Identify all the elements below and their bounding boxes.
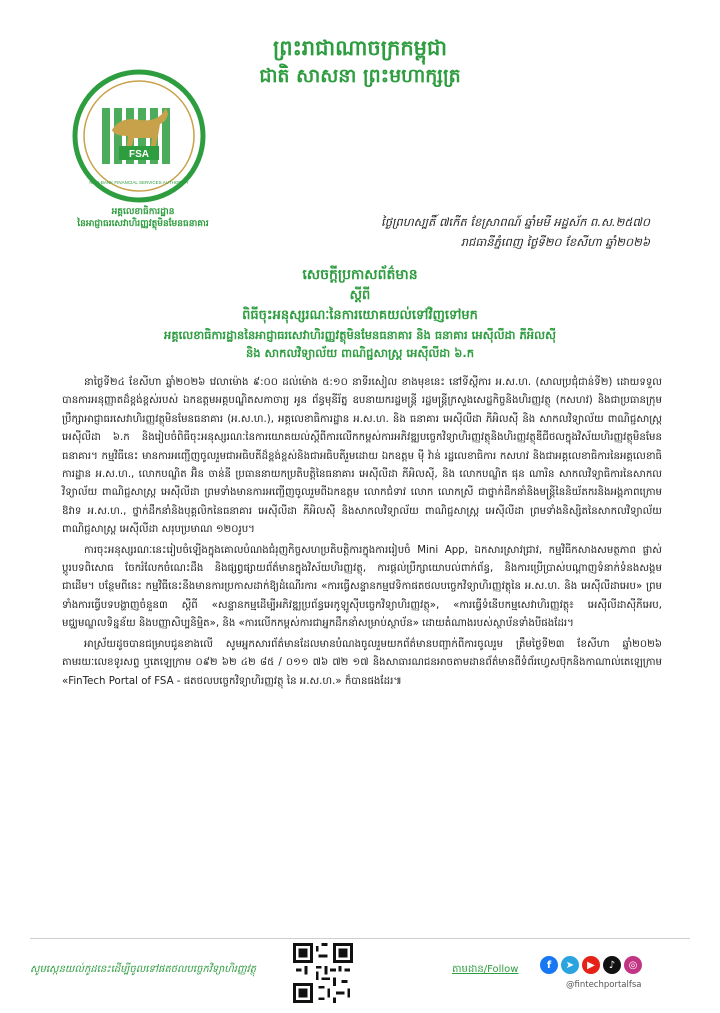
lunar-date: ថ្ងៃព្រហស្បតិ៍ ៧កើត ខែស្រាពណ៍ ឆ្នាំមមី អដ្ឋស័ក ព.ស.២៥៧០ [381,215,650,229]
qr-code[interactable] [293,943,353,1003]
qr-instruction: សូមស្កេនយល់កូដនេះដើម្បីចូលទៅផតថលបច្ចេកវិទ្យាហិរញ្ញវត្ថុ [30,964,257,975]
press-release-title [40,264,680,362]
paragraph-1: នាថ្ងៃទី២៤ ខែសីហា ឆ្នាំ២០២៦ វេលាម៉ោង ៩:០០ ដល់ម៉ោង ៥:១០ នាទីរសៀល ខាងមុខនេះ នៅទីស្តីការ អ.ស.ហ. (សាលប្រជុំជាន់ទី២) ដោយទទួលបានការអនុញ្ញាតដ៏ខ្ពង់ខ្ពស់របស់ ឯកឧត្តមអគ្គបណ្ឌិតសភាចារ្យ អូន ព័ន្ធមុនីរ័ត្ន ឧបនាយករដ្ឋមន្ត្រី រដ្ឋមន្ត្រីក្រសួងសេដ្ឋកិច្ចនិងហិរញ្ញវត្ថុ (កសហវ) និងជាប្រធានក្រុមប្រឹក្សាអាជ្ញាធរសេវាហិរញ្ញវត្ថុមិនមែនធនាគារ (អ.ស.ហ.), អគ្គលេខាធិការដ្ឋាន អ.ស.ហ. និង ធនាគារ អេស៊ីលីដា ភីអិលស៊ី និង សាកលវិទ្យាល័យ ពាណិជ្ជសាស្ត្រ អេស៊ីលីដា ៦.ក និងរៀបចំពិធីចុះអនុស្សរណៈនៃការយោគយល់ស្តីពីការលើកកម្ពស់ការអភិវឌ្ឍបច្ចេកវិទ្យាហិរញ្ញវត្ថុនិងហិរញ្ញវត្ថុឌីជីថលក្នុងវិស័យហិរញ្ញវត្ថុមិនមែនធនាគារ។ កម្មវិធីនេះ មានការអញ្ជើញចូលរួមជាអធិបតីដ៏ខ្ពង់ខ្ពស់និងជាអធិបតីរួមដោយ ឯកឧត្តម ម៉ី វ៉ាន់ រដ្ឋលេខាធិការ កសហវ និងជាអគ្គលេខាធិការនៃអគ្គលេខាធិការដ្ឋាន អ.ស.ហ., លោកបណ្ឌិត អ៊ិន ចាន់នី ប្រធាននាយកប្រតិបត្តិនៃធនាគារ អេស៊ីលីដា ភីអិលស៊ី, និង លោកបណ្ឌិត ផុន ណារិន សាកលវិទ្យាធិការនៃសាកលវិទ្យាល័យ ពាណិជ្ជសាស្ត្រ អេស៊ីលីដា ព្រមទាំងមានការអញ្ជើញចូលរួមពីឯកឧត្តម លោកជំទាវ លោក លោកស្រី ជាថ្នាក់ដឹកនាំនិងមន្ត្រីនៃនិយ័តករនិងអង្គភាពក្រោមឱវាទ អ.ស.ហ., ថ្នាក់ដឹកនាំនិងបុគ្គលិកនៃធនាគារ អេស៊ីលីដា ភីអិលស៊ី និងសាកលវិទ្យាល័យ ពាណិជ្ជសាស្ត្រ អេស៊ីលីដា ព្រមទាំងនិស្សិតនៃសាកលវិទ្យាល័យ ពាណិជ្ជសាស្ត្រ អេស៊ីលីដា សរុបប្រមាណ ១២០រូប។ [62,377,662,536]
social-icons [540,956,642,974]
title-line-4: អគ្គលេខាធិការដ្ឋាននៃអាជ្ញាធរសេវាហិរញ្ញវត្ថុមិនមែនធនាគារ និង ធនាគារ អេស៊ីលីដា ភីអិលស៊ី [164,328,556,342]
title-line-1: សេចក្តីប្រកាសព័ត៌មាន [302,267,418,283]
department-name [58,206,228,230]
footer-divider [30,938,690,939]
national-motto: ជាតិ សាសនា ព្រះមហាក្សត្រ [259,65,461,87]
department-line-2: នៃអាជ្ញាធរសេវាហិរញ្ញវត្ថុមិនមែនធនាគារ [77,219,209,229]
logo-ring-text: NON-BANK FINANCIAL SERVICES AUTHORITY [89,180,189,185]
youtube-icon[interactable]: ▶ [582,956,600,974]
paragraph-3: អាស្រ័យដូចបានជម្រាបជូនខាងលើ សូមអ្នកសារព័ត៌មានដែលមានបំណងចូលរួមយកព័ត៌មានបញ្ជាក់ពីការចូលរួម ត្រឹមថ្ងៃទី២៣ ខែសីហា ឆ្នាំ២០២៦ តាមរយៈលេខទូរសព្ទ ឬតេឡេក្រាម ០៩២ ៦២ ៤២ ៨៥ / ០១១ ៧៦ ៧២ ១៧ និងសាធារណជនអាចតាមដានព័ត៌មានពីទំព័រហ្វេសប៊ុកនិងកាណាល់តេឡេក្រាម «FinTech Portal of FSA - ផតថលបច្ចេកវិទ្យាហិរញ្ញវត្ថុ នៃ អ.ស.ហ.» ក៏បានផងដែរ៕ [62,638,662,687]
instagram-icon[interactable]: ◎ [624,956,642,974]
paragraph-2: ការចុះអនុស្សរណៈនេះរៀបចំឡើងក្នុងគោលបំណងជំរុញកិច្ចសហប្រតិបត្តិការក្នុងការរៀបចំ Mini App, ឯកសារស្រាវជ្រាវ, កម្មវិធីកសាងសមត្ថភាព ផ្លាស់ប្តូរបទពិសោធ ចែករំលែកចំណេះដឹង និងផ្សព្វផ្សាយព័ត៌មានក្នុងវិស័យហិរញ្ញវត្ថុ, ការផ្តល់ប្រឹក្សាយោបល់ពាក់ព័ន្ធ, និងការប្រើប្រាស់បណ្តាញទំនាក់ទំនងសង្គមជាដើម។ បន្ថែមពីនេះ កម្មវិធីនេះនឹងមានការប្រកាសដាក់ឱ្យដំណើរការ «ការធ្វើសន្ទានកម្មវេទិកាផតថលបច្ចេកវិទ្យាហិរញ្ញវត្ថុនៃ អ.ស.ហ. និង អេស៊ីលីដាអេប» ព្រមទាំងការធ្វើបទបង្ហាញចំនួន៣ ស្តីពី «សន្ទានកម្មដើម្បីអភិវឌ្ឍប្រព័ន្ធអេកូឡូស៊ីបច្ចេកវិទ្យាហិរញ្ញវត្ថុ», «ការធ្វើទំនើបកម្មសេវាហិរញ្ញវត្ថុ៖ អេស៊ីលីដាសុីភីអេប, មជ្ឈមណ្ឌលទិន្នន័យ និងបញ្ញាសិប្បនិម្មិត», និង «ការលើកកម្ពស់ការជាអ្នកដឹកនាំសម្រាប់ស្ថាប័ន» ដោយតំណាងរបស់ស្ថាប័នទាំងបីផងដែរ។ [62,544,662,630]
follow-label[interactable]: តាមដាន/Follow [452,964,519,975]
date-block [381,212,650,252]
kingdom-title: ព្រះរាជាណាចក្រកម្ពុជា [272,36,447,60]
department-line-1: អគ្គលេខាធិការដ្ឋាន [111,207,175,217]
solar-date: រាជធានីភ្នំពេញ ថ្ងៃទី២០ ខែសីហា ឆ្នាំ២០២៦ [460,235,650,249]
title-line-2: ស្តីពី [349,288,371,303]
telegram-icon[interactable]: ➤ [561,956,579,974]
tiktok-icon[interactable]: ♪ [603,956,621,974]
title-line-3: ពិធីចុះអនុស្សរណៈនៃការយោគយល់ទៅវិញទៅមក [242,308,478,323]
logo-abbr: FSA [129,149,149,160]
body-text [62,374,662,693]
title-line-5: និង សាកលវិទ្យាល័យ ពាណិជ្ជសាស្ត្រ អេស៊ីលីដា ៦.ក [245,346,475,360]
fsa-logo [64,68,214,204]
facebook-icon[interactable]: f [540,956,558,974]
social-handle: @fintechportalfsa [566,980,642,990]
